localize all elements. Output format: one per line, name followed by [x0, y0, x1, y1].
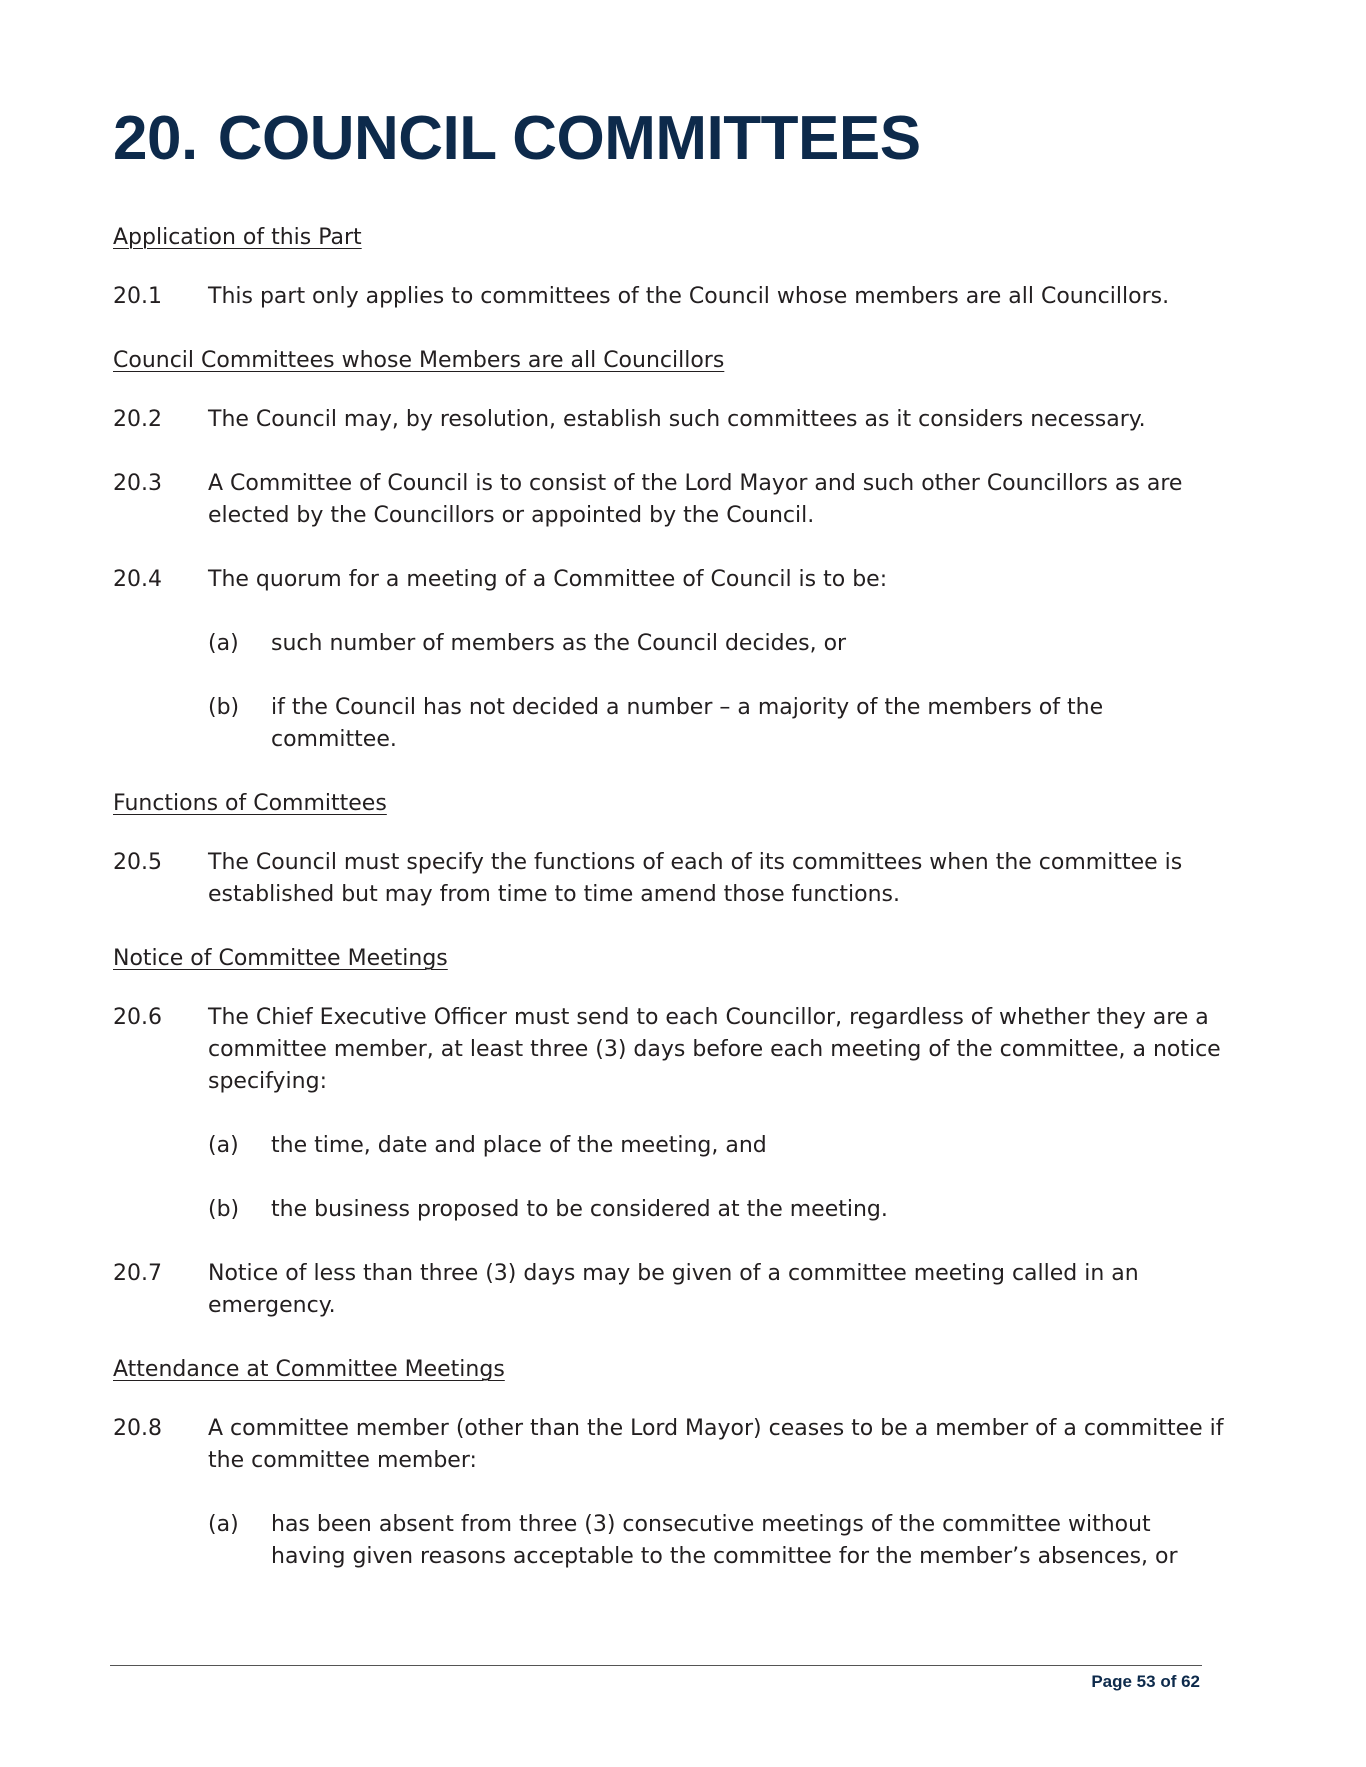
clause-20-4 [113, 564, 1233, 596]
clause-text: The Council must specify the functions of each of its committees when the committee is established but may from time to time amend those functions. [208, 850, 1183, 907]
subclause-label: (a) [208, 1512, 239, 1537]
clause-number: 20.7 [113, 1261, 162, 1286]
clause-20-7 [113, 1258, 1233, 1322]
subclause-20-4-b [208, 692, 1233, 756]
clause-number: 20.4 [113, 567, 162, 592]
heading-notice: Notice of Committee Meetings [113, 946, 448, 971]
heading-council-committees: Council Committees whose Members are all Councillors [113, 348, 725, 373]
section-title-text: COUNCIL COMMITTEES [217, 104, 921, 173]
clause-20-3 [113, 468, 1233, 532]
clause-number: 20.8 [113, 1416, 162, 1441]
subclause-text: the time, date and place of the meeting, and [271, 1133, 767, 1158]
heading-attendance: Attendance at Committee Meetings [113, 1357, 505, 1382]
subclause-20-4-a [208, 628, 1233, 660]
subclause-20-6-b [208, 1194, 1233, 1226]
clause-text: A committee member (other than the Lord Mayor) ceases to be a member of a committee if the committee member: [208, 1416, 1224, 1473]
clause-text: The Council may, by resolution, establish such committees as it considers necessary. [208, 407, 1146, 432]
clause-20-2 [113, 404, 1233, 436]
clause-20-6 [113, 1002, 1233, 1098]
clause-text: A Committee of Council is to consist of the Lord Mayor and such other Councillors as are elected by the Councillors or appointed by the Council. [208, 471, 1183, 528]
document-body [113, 222, 1233, 1605]
clause-number: 20.5 [113, 850, 162, 875]
page-title [113, 98, 921, 180]
subclause-text: if the Council has not decided a number – a majority of the members of the committee. [271, 695, 1104, 752]
heading-functions: Functions of Committees [113, 791, 387, 816]
subclause-text: has been absent from three (3) consecutive meetings of the committee without having given reasons acceptable to the committee for the member’s absences, or [271, 1512, 1178, 1569]
subclause-text: the business proposed to be considered at the meeting. [271, 1197, 888, 1222]
clause-20-1 [113, 281, 1233, 313]
heading-application: Application of this Part [113, 225, 362, 250]
clause-20-5 [113, 847, 1233, 911]
clause-text: The Chief Executive Officer must send to each Councillor, regardless of whether they are a committee member, at least three (3) days before each meeting of the committee, a notice specifying: [208, 1005, 1221, 1094]
clause-20-8 [113, 1413, 1233, 1477]
subclause-label: (b) [208, 1197, 240, 1222]
clause-text: The quorum for a meeting of a Committee of Council is to be: [208, 567, 888, 592]
clause-number: 20.2 [113, 407, 162, 432]
subclause-label: (a) [208, 631, 239, 656]
subclause-label: (a) [208, 1133, 239, 1158]
section-number: 20. [113, 104, 198, 173]
clause-number: 20.6 [113, 1005, 162, 1030]
subclause-text: such number of members as the Council decides, or [271, 631, 847, 656]
clause-number: 20.3 [113, 471, 162, 496]
subclause-20-8-a [208, 1509, 1233, 1573]
page-number: Page 53 of 62 [1091, 1672, 1200, 1691]
subclause-20-6-a [208, 1130, 1233, 1162]
footer-divider [110, 1665, 1202, 1666]
subclause-label: (b) [208, 695, 240, 720]
clause-text: Notice of less than three (3) days may be given of a committee meeting called in an emergency. [208, 1261, 1139, 1318]
clause-text: This part only applies to committees of the Council whose members are all Councillors. [208, 284, 1170, 309]
clause-number: 20.1 [113, 284, 162, 309]
